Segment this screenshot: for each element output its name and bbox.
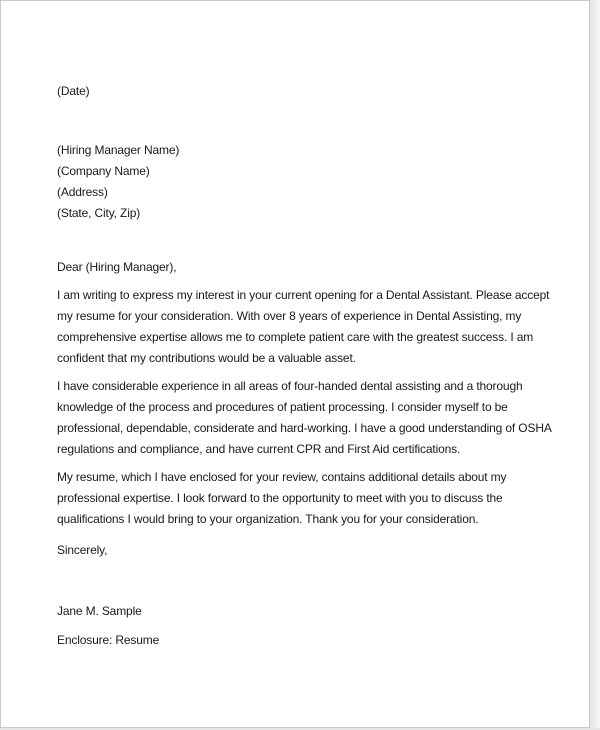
- recipient-address: (Address): [57, 185, 108, 199]
- enclosure: Enclosure: Resume: [57, 633, 160, 647]
- closing: Sincerely,: [57, 543, 108, 557]
- salutation: Dear (Hiring Manager),: [57, 260, 177, 274]
- page-shadow-right: [590, 0, 600, 730]
- signature: Jane M. Sample: [57, 604, 142, 618]
- letter-date: (Date): [57, 84, 90, 98]
- paragraph-intro: I am writing to express my interest in your current opening for a Dental Assistant. Please accept my resume for your consideration. With over 8 years of experience in Dental Assisting, my comprehensive expertise allows me to complete patient care with the greatest success. I am confident that my contributions would be a valuable asset.: [57, 288, 550, 365]
- recipient-block: [57, 140, 567, 224]
- recipient-company: (Company Name): [57, 164, 150, 178]
- letter-body: [57, 81, 567, 651]
- recipient-city-state-zip: (State, City, Zip): [57, 206, 141, 220]
- recipient-name: (Hiring Manager Name): [57, 143, 180, 157]
- paragraph-closing: My resume, which I have enclosed for your review, contains additional details about my professional expertise. I look forward to the opportunity to meet with you to discuss the qualifications I would bring to your organization. Thank you for your consideration.: [57, 470, 507, 526]
- paragraph-experience: I have considerable experience in all areas of four-handed dental assisting and a thorough knowledge of the process and procedures of patient processing. I consider myself to be professional, dependable, considerate and hard-working. I have a good understanding of OSHA regulations and compliance, and have current CPR and First Aid certifications.: [57, 379, 552, 456]
